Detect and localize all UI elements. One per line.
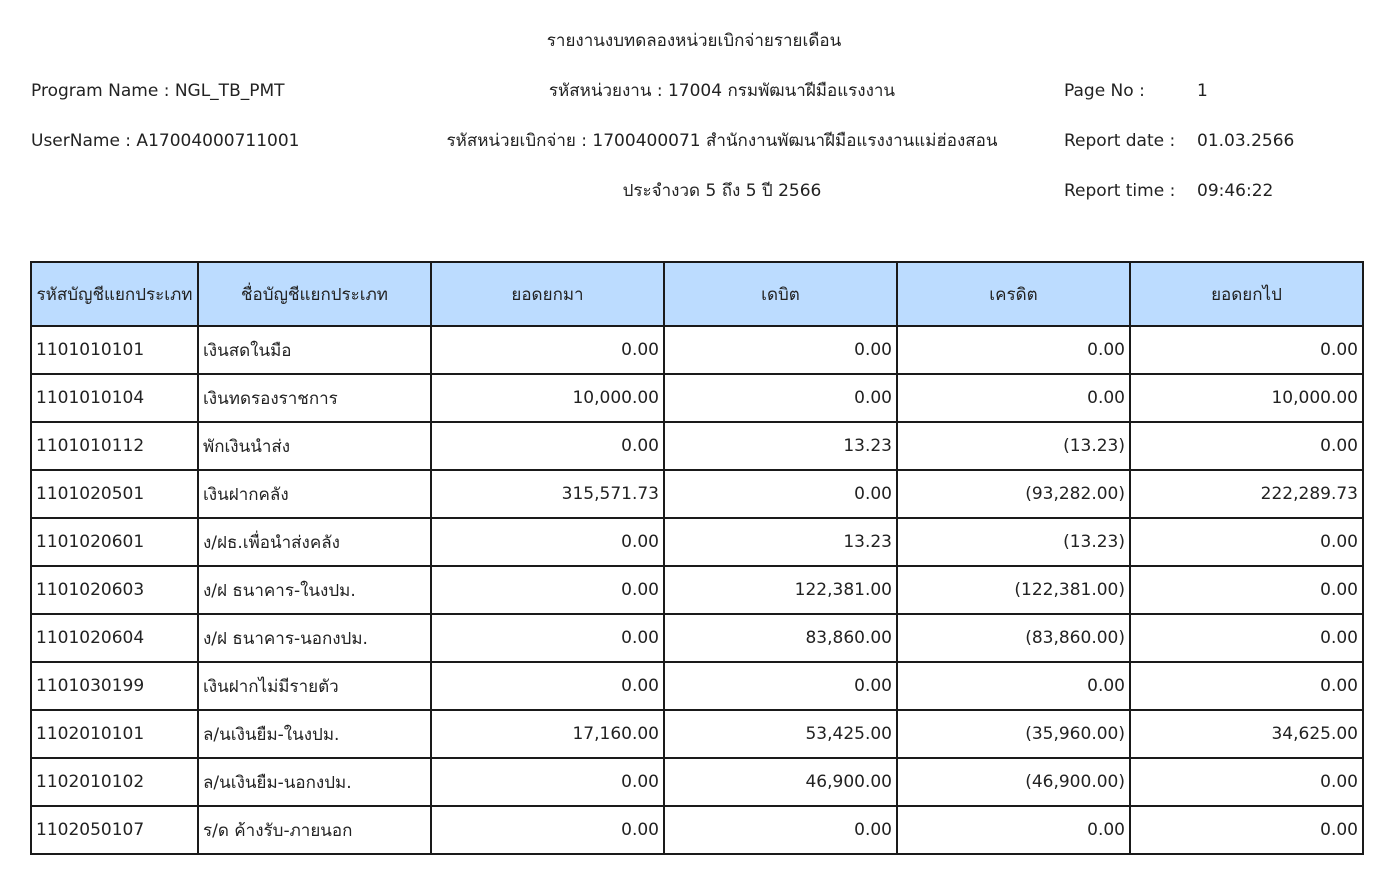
opening-balance-cell: 0.00	[431, 614, 664, 662]
column-header-closing-balance: ยอดยกไป	[1130, 262, 1363, 326]
account-code-cell: 1101030199	[31, 662, 198, 710]
debit-cell: 83,860.00	[664, 614, 897, 662]
credit-cell: 0.00	[897, 374, 1130, 422]
disbursing-unit: รหัสหน่วยเบิกจ่าย : 1700400071 สำนักงานพัฒนาฝีมือแรงงานแม่ฮ่องสอน	[446, 131, 998, 151]
debit-cell: 122,381.00	[664, 566, 897, 614]
account-name-cell: ล/นเงินยืม-นอกงปม.	[198, 758, 431, 806]
column-header-account-name: ชื่อบัญชีแยกประเภท	[198, 262, 431, 326]
account-name-cell: ร/ด ค้างรับ-ภายนอก	[198, 806, 431, 854]
account-code-cell: 1102010102	[31, 758, 198, 806]
column-header-account-code: รหัสบัญชีแยกประเภท	[31, 262, 198, 326]
program-name: Program Name : NGL_TB_PMT	[31, 81, 285, 101]
account-name-cell: ง/ฝ ธนาคาร-นอกงปม.	[198, 614, 431, 662]
account-name-cell: เงินฝากคลัง	[198, 470, 431, 518]
credit-cell: 0.00	[897, 326, 1130, 374]
table-row	[31, 470, 1363, 518]
account-name-cell: เงินฝากไม่มีรายตัว	[198, 662, 431, 710]
account-name-cell: ง/ฝ ธนาคาร-ในงปม.	[198, 566, 431, 614]
account-code-cell: 1101010104	[31, 374, 198, 422]
page-no-label: Page No :	[1064, 81, 1145, 101]
closing-balance-cell: 0.00	[1130, 422, 1363, 470]
debit-cell: 46,900.00	[664, 758, 897, 806]
debit-cell: 0.00	[664, 806, 897, 854]
opening-balance-cell: 0.00	[431, 326, 664, 374]
credit-cell: (122,381.00)	[897, 566, 1130, 614]
report-period: ประจำงวด 5 ถึง 5 ปี 2566	[622, 181, 822, 201]
table-row	[31, 614, 1363, 662]
credit-cell: (93,282.00)	[897, 470, 1130, 518]
credit-cell: (83,860.00)	[897, 614, 1130, 662]
table-row	[31, 374, 1363, 422]
debit-cell: 53,425.00	[664, 710, 897, 758]
table-row	[31, 518, 1363, 566]
account-name-cell: ง/ฝธ.เพื่อนำส่งคลัง	[198, 518, 431, 566]
account-name-cell: ล/นเงินยืม-ในงปม.	[198, 710, 431, 758]
opening-balance-cell: 0.00	[431, 806, 664, 854]
opening-balance-cell: 10,000.00	[431, 374, 664, 422]
debit-cell: 0.00	[664, 326, 897, 374]
debit-cell: 0.00	[664, 662, 897, 710]
report-date-value: 01.03.2566	[1197, 131, 1295, 151]
account-name-cell: เงินสดในมือ	[198, 326, 431, 374]
table-row	[31, 662, 1363, 710]
closing-balance-cell: 0.00	[1130, 566, 1363, 614]
closing-balance-cell: 0.00	[1130, 758, 1363, 806]
account-code-cell: 1101020601	[31, 518, 198, 566]
account-code-cell: 1102050107	[31, 806, 198, 854]
page-no-value: 1	[1197, 81, 1208, 101]
opening-balance-cell: 17,160.00	[431, 710, 664, 758]
credit-cell: 0.00	[897, 662, 1130, 710]
opening-balance-cell: 0.00	[431, 422, 664, 470]
opening-balance-cell: 0.00	[431, 758, 664, 806]
account-code-cell: 1101010101	[31, 326, 198, 374]
closing-balance-cell: 34,625.00	[1130, 710, 1363, 758]
report-time-label: Report time :	[1064, 181, 1176, 201]
table-row	[31, 566, 1363, 614]
closing-balance-cell: 0.00	[1130, 326, 1363, 374]
closing-balance-cell: 0.00	[1130, 806, 1363, 854]
trial-balance-table	[30, 261, 1364, 855]
credit-cell: (35,960.00)	[897, 710, 1130, 758]
debit-cell: 13.23	[664, 422, 897, 470]
account-code-cell: 1101010112	[31, 422, 198, 470]
table-row	[31, 710, 1363, 758]
table-body	[31, 326, 1363, 854]
report-time-value: 09:46:22	[1197, 181, 1274, 201]
credit-cell: (13.23)	[897, 518, 1130, 566]
account-code-cell: 1102010101	[31, 710, 198, 758]
closing-balance-cell: 0.00	[1130, 662, 1363, 710]
opening-balance-cell: 315,571.73	[431, 470, 664, 518]
closing-balance-cell: 222,289.73	[1130, 470, 1363, 518]
credit-cell: 0.00	[897, 806, 1130, 854]
opening-balance-cell: 0.00	[431, 662, 664, 710]
report-title: รายงานงบทดลองหน่วยเบิกจ่ายรายเดือน	[546, 31, 842, 51]
table-row	[31, 758, 1363, 806]
report-date-label: Report date :	[1064, 131, 1176, 151]
account-code-cell: 1101020501	[31, 470, 198, 518]
closing-balance-cell: 0.00	[1130, 518, 1363, 566]
credit-cell: (46,900.00)	[897, 758, 1130, 806]
table-row	[31, 326, 1363, 374]
account-code-cell: 1101020603	[31, 566, 198, 614]
debit-cell: 0.00	[664, 470, 897, 518]
table-row	[31, 806, 1363, 854]
closing-balance-cell: 10,000.00	[1130, 374, 1363, 422]
account-name-cell: พักเงินนำส่ง	[198, 422, 431, 470]
column-header-debit: เดบิต	[664, 262, 897, 326]
username: UserName : A17004000711001	[31, 131, 300, 151]
opening-balance-cell: 0.00	[431, 566, 664, 614]
debit-cell: 0.00	[664, 374, 897, 422]
debit-cell: 13.23	[664, 518, 897, 566]
column-header-opening-balance: ยอดยกมา	[431, 262, 664, 326]
opening-balance-cell: 0.00	[431, 518, 664, 566]
agency-code: รหัสหน่วยงาน : 17004 กรมพัฒนาฝีมือแรงงาน	[548, 81, 896, 101]
table-header-row	[31, 262, 1363, 326]
table-row	[31, 422, 1363, 470]
account-name-cell: เงินทดรองราชการ	[198, 374, 431, 422]
column-header-credit: เครดิต	[897, 262, 1130, 326]
closing-balance-cell: 0.00	[1130, 614, 1363, 662]
account-code-cell: 1101020604	[31, 614, 198, 662]
credit-cell: (13.23)	[897, 422, 1130, 470]
